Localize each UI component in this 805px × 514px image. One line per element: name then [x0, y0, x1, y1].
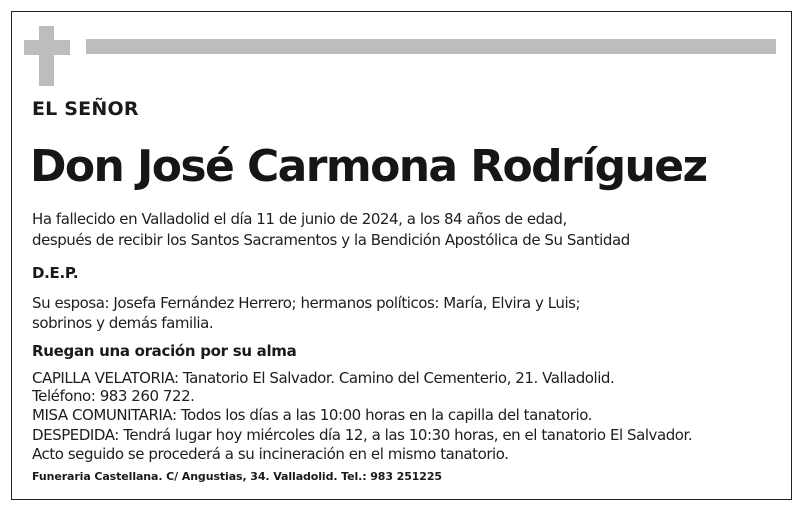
cross-icon [24, 26, 70, 86]
prayer-request: Ruegan una oración por su alma [32, 342, 297, 360]
decorative-bar [86, 39, 776, 54]
family-line: Su esposa: Josefa Fernández Herrero; hermanos políticos: María, Elvira y Luis; [32, 294, 581, 312]
announcement-line: después de recibir los Santos Sacramentos y la Bendición Apostólica de Su Santidad [32, 231, 630, 249]
funeral-home-footer: Funeraria Castellana. C/ Angustias, 34. Valladolid. Tel.: 983 251225 [32, 470, 442, 483]
announcement-line: Ha fallecido en Valladolid el día 11 de junio de 2024, a los 84 años de edad, [32, 210, 567, 228]
details-line: CAPILLA VELATORIA: Tanatorio El Salvador. Camino del Cementerio, 21. Valladolid. [32, 369, 615, 387]
deceased-name: Don José Carmona Rodríguez [30, 141, 707, 192]
dep-label: D.E.P. [32, 264, 79, 282]
details-line: MISA COMUNITARIA: Todos los días a las 10:00 horas en la capilla del tanatorio. [32, 406, 592, 424]
details-line: Acto seguido se procederá a su incineración en el mismo tanatorio. [32, 445, 509, 463]
details-line: DESPEDIDA: Tendrá lugar hoy miércoles día 12, a las 10:30 horas, en el tanatorio El Salvador. [32, 426, 693, 444]
salutation: EL SEÑOR [32, 98, 139, 120]
family-line: sobrinos y demás familia. [32, 314, 214, 332]
details-line: Teléfono: 983 260 722. [32, 387, 195, 405]
